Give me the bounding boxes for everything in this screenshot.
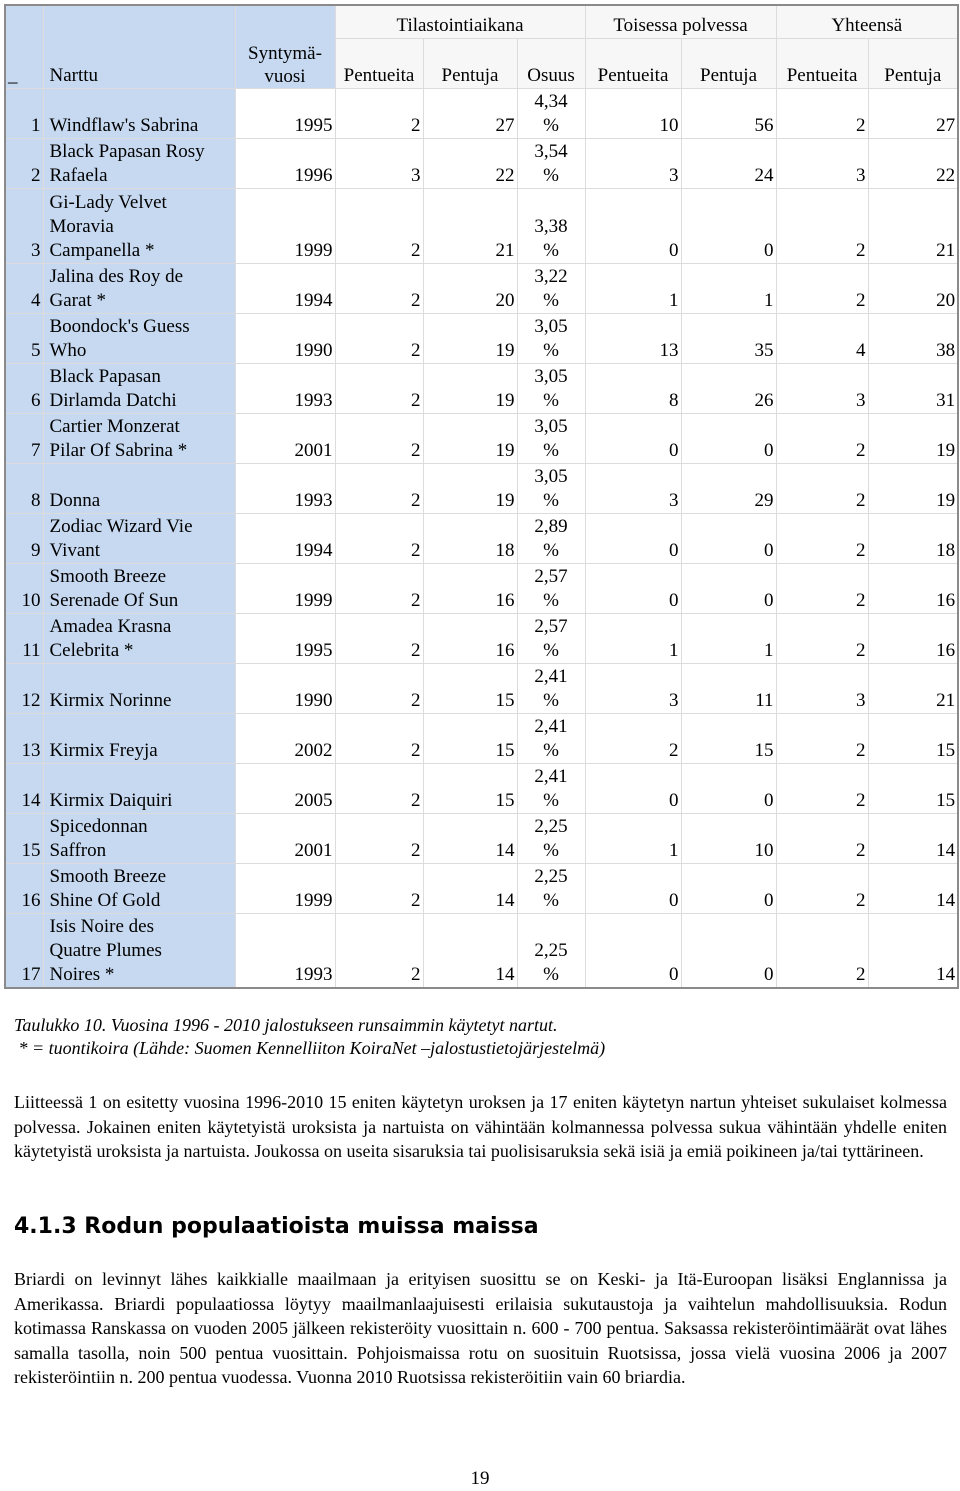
litters: 2: [335, 813, 423, 863]
birth-year: 2005: [235, 763, 335, 813]
total-puppies: 15: [868, 713, 958, 763]
second-gen-litters: 1: [585, 813, 681, 863]
share-value: 3,54: [534, 140, 568, 162]
second-gen-litters: 13: [585, 313, 681, 363]
share: [517, 913, 585, 988]
dog-name-line: Garat *: [49, 289, 106, 311]
total-litters: 2: [776, 188, 868, 263]
dog-name: [43, 138, 235, 188]
row-index: 8: [5, 463, 43, 513]
share-value: 2,25: [534, 865, 568, 887]
dog-name-line: Kirmix Daiquiri: [49, 789, 173, 811]
table-row: [5, 363, 958, 413]
litters: 2: [335, 913, 423, 988]
dog-name-line: Pilar Of Sabrina *: [49, 439, 188, 461]
share-value: 2,25: [534, 815, 568, 837]
total-litters: 2: [776, 713, 868, 763]
second-gen-litters: 0: [585, 863, 681, 913]
share-value: 2,41: [534, 765, 568, 787]
share-unit: %: [543, 689, 559, 711]
birth-year: 1994: [235, 263, 335, 313]
litters: 2: [335, 763, 423, 813]
table-row: [5, 263, 958, 313]
share-value: 2,41: [534, 715, 568, 737]
litters: 2: [335, 563, 423, 613]
litters: 2: [335, 663, 423, 713]
birth-year: 1999: [235, 863, 335, 913]
litters: 2: [335, 463, 423, 513]
second-gen-puppies: 29: [681, 463, 776, 513]
row-index: 7: [5, 413, 43, 463]
dog-name: [43, 763, 235, 813]
share-value: 3,22: [534, 265, 568, 287]
second-gen-puppies: 0: [681, 763, 776, 813]
second-gen-puppies: 0: [681, 513, 776, 563]
birth-year: 1993: [235, 463, 335, 513]
birth-year: 1995: [235, 613, 335, 663]
second-gen-puppies: 0: [681, 863, 776, 913]
header-yhteensa-pentueita: Pentueita: [776, 38, 868, 88]
share: [517, 413, 585, 463]
puppies: 19: [423, 413, 517, 463]
share: [517, 188, 585, 263]
dog-name: [43, 313, 235, 363]
page-number: 19: [470, 1468, 490, 1489]
dog-name-line: Kirmix Freyja: [49, 739, 158, 761]
share-value: 4,34: [534, 90, 568, 112]
total-litters: 2: [776, 763, 868, 813]
share-unit: %: [543, 339, 559, 361]
section-heading: 4.1.3 Rodun populaatioista muissa maissa: [14, 1214, 539, 1239]
total-puppies: 19: [868, 413, 958, 463]
dog-name: [43, 813, 235, 863]
total-litters: 2: [776, 613, 868, 663]
total-puppies: 14: [868, 813, 958, 863]
puppies: 14: [423, 813, 517, 863]
dog-name: [43, 413, 235, 463]
total-litters: 2: [776, 263, 868, 313]
second-gen-puppies: 1: [681, 613, 776, 663]
table-row: [5, 813, 958, 863]
puppies: 16: [423, 613, 517, 663]
share: [517, 763, 585, 813]
total-litters: 2: [776, 863, 868, 913]
share-value: 3,05: [534, 365, 568, 387]
header-yhteensa-pentuja: Pentuja: [868, 38, 958, 88]
litters: 2: [335, 413, 423, 463]
birth-year: 2001: [235, 813, 335, 863]
total-litters: 2: [776, 913, 868, 988]
litters: 2: [335, 363, 423, 413]
share-unit: %: [543, 889, 559, 911]
second-gen-litters: 0: [585, 413, 681, 463]
share-unit: %: [543, 289, 559, 311]
dog-name-line: Jalina des Roy de: [49, 265, 184, 287]
second-gen-puppies: 15: [681, 713, 776, 763]
row-index: 5: [5, 313, 43, 363]
dog-name-line: Shine Of Gold: [49, 889, 161, 911]
second-gen-puppies: 0: [681, 563, 776, 613]
second-gen-puppies: 11: [681, 663, 776, 713]
dog-name-line: Vivant: [49, 539, 101, 561]
share: [517, 563, 585, 613]
row-index: 15: [5, 813, 43, 863]
share: [517, 813, 585, 863]
dog-name: [43, 188, 235, 263]
share-unit: %: [543, 164, 559, 186]
birth-year: 1993: [235, 363, 335, 413]
dog-name: [43, 88, 235, 138]
table-row: [5, 863, 958, 913]
header-tilastointiaikana: Tilastointiaikana: [335, 5, 585, 38]
share: [517, 363, 585, 413]
dog-name: [43, 263, 235, 313]
header-yhteensa: Yhteensä: [776, 5, 958, 38]
birth-year: 1999: [235, 188, 335, 263]
puppies: 21: [423, 188, 517, 263]
table-row: [5, 913, 958, 988]
second-gen-litters: 10: [585, 88, 681, 138]
row-index: 1: [5, 88, 43, 138]
litters: 2: [335, 613, 423, 663]
table-row: [5, 188, 958, 263]
row-index: 16: [5, 863, 43, 913]
total-litters: 2: [776, 88, 868, 138]
total-litters: 2: [776, 563, 868, 613]
dog-name-line: Dirlamda Datchi: [49, 389, 177, 411]
table-row: [5, 313, 958, 363]
share: [517, 88, 585, 138]
litters: 2: [335, 313, 423, 363]
second-gen-puppies: 35: [681, 313, 776, 363]
dog-name-line: Isis Noire des: [49, 916, 154, 937]
share: [517, 313, 585, 363]
table-row: [5, 513, 958, 563]
row-index: 4: [5, 263, 43, 313]
puppies: 18: [423, 513, 517, 563]
total-puppies: 15: [868, 763, 958, 813]
row-index: 17: [5, 913, 43, 988]
row-index: 12: [5, 663, 43, 713]
paragraph-related-dogs: Liitteessä 1 on esitetty vuosina 1996-2010 15 eniten käytetyn uroksen ja 17 eniten käytetyn nartun yhteiset sukulaiset kolmessa polvessa. Jokainen eniten käytetyistä uroksista ja nartuista on vähintään kolmannessa polvessa sukua vähintään yhdelle eniten käytetyistä uroksista ja nartuista. Joukossa on useita sisaruksia tai puolisisaruksia sekä isiä ja emiä poikineen ja/tai tyttärineen.: [14, 1092, 947, 1161]
puppies: 16: [423, 563, 517, 613]
total-puppies: 20: [868, 263, 958, 313]
dog-name-line: Smooth Breeze: [49, 865, 167, 887]
total-puppies: 21: [868, 663, 958, 713]
share-unit: %: [543, 239, 559, 261]
second-gen-litters: 0: [585, 763, 681, 813]
share-unit: %: [543, 539, 559, 561]
puppies: 19: [423, 313, 517, 363]
dog-name-line: Cartier Monzerat: [49, 415, 180, 437]
paragraph-populations: Briardi on levinnyt lähes kaikkialle maailmaan ja erityisen suosittu se on Keski- ja Itä-Euroopan lisäksi Englannissa ja Amerikassa. Briardi populaatiossa löytyy maailmanlaajuisesti erilaisia sukutaustoja ja vaihtelun mahdollisuuksia. Rodun kotimassa Ranskassa on vuoden 2005 jälkeen rekisteröity vuosittain n. 600 - 700 pentua. Saksassa rekisteröintimäärät ovat lähes samalla tasolla, noin 500 pentua vuosittain. Pohjoismaissa rotu on suosituin Ruotsissa, jossa vielä vuosina 2006 ja 2007 rekisteröintiin n. 200 pentua vuodessa. Vuonna 2010 Ruotsissa rekisteröitiin vain 60 briardia.: [14, 1269, 947, 1387]
table-row: [5, 613, 958, 663]
dog-name: [43, 713, 235, 763]
total-puppies: 27: [868, 88, 958, 138]
second-gen-puppies: 0: [681, 188, 776, 263]
second-gen-puppies: 0: [681, 413, 776, 463]
total-puppies: 14: [868, 913, 958, 988]
second-gen-puppies: 26: [681, 363, 776, 413]
share-value: 3,05: [534, 315, 568, 337]
dog-name-line: Windflaw's Sabrina: [49, 114, 199, 136]
total-litters: 4: [776, 313, 868, 363]
table-row: [5, 88, 958, 138]
share-value: 3,38: [534, 215, 568, 237]
share-value: 3,05: [534, 465, 568, 487]
table-body: [5, 88, 958, 988]
puppies: 15: [423, 663, 517, 713]
dog-name-line: Zodiac Wizard Vie: [49, 515, 193, 537]
header-toisessa-pentuja: Pentuja: [681, 38, 776, 88]
dog-name-line: Quatre Plumes: [49, 940, 162, 961]
birth-year: 1990: [235, 663, 335, 713]
breeding-table-container: [4, 4, 957, 987]
second-gen-litters: 0: [585, 563, 681, 613]
dog-name-line: Black Papasan: [49, 365, 161, 387]
share-value: 3,05: [534, 415, 568, 437]
share-value: 2,89: [534, 515, 568, 537]
dog-name-line: Celebrita *: [49, 639, 134, 661]
table-row: [5, 663, 958, 713]
second-gen-litters: 0: [585, 188, 681, 263]
dog-name-line: Boondock's Guess: [49, 315, 190, 337]
total-litters: 3: [776, 663, 868, 713]
second-gen-litters: 1: [585, 263, 681, 313]
table-caption: [14, 1014, 944, 1060]
share: [517, 463, 585, 513]
dog-name: [43, 563, 235, 613]
second-gen-puppies: 10: [681, 813, 776, 863]
puppies: 15: [423, 763, 517, 813]
dog-name-line: Serenade Of Sun: [49, 589, 179, 611]
share-unit: %: [543, 839, 559, 861]
total-litters: 2: [776, 463, 868, 513]
birth-year: 1996: [235, 138, 335, 188]
second-gen-litters: 3: [585, 663, 681, 713]
header-syntymavuosi: [235, 5, 335, 88]
total-puppies: 16: [868, 563, 958, 613]
puppies: 19: [423, 463, 517, 513]
share: [517, 263, 585, 313]
total-puppies: 31: [868, 363, 958, 413]
share-value: 2,57: [534, 615, 568, 637]
litters: 3: [335, 138, 423, 188]
total-litters: 3: [776, 138, 868, 188]
dog-name: [43, 363, 235, 413]
total-puppies: 18: [868, 513, 958, 563]
share-value: 2,57: [534, 565, 568, 587]
share-unit: %: [543, 964, 559, 985]
table-row: [5, 563, 958, 613]
header-group-row: [5, 5, 958, 38]
second-gen-puppies: 0: [681, 913, 776, 988]
second-gen-litters: 0: [585, 913, 681, 988]
table-row: [5, 763, 958, 813]
share-unit: %: [543, 389, 559, 411]
table-row: [5, 138, 958, 188]
puppies: 27: [423, 88, 517, 138]
share: [517, 663, 585, 713]
total-puppies: 16: [868, 613, 958, 663]
header-toisessa-pentueita: Pentueita: [585, 38, 681, 88]
litters: 2: [335, 713, 423, 763]
share-unit: %: [543, 114, 559, 136]
row-index: 10: [5, 563, 43, 613]
puppies: 14: [423, 913, 517, 988]
dog-name: [43, 663, 235, 713]
header-syntyma-line2: vuosi: [264, 65, 306, 87]
birth-year: 1994: [235, 513, 335, 563]
birth-year: 1999: [235, 563, 335, 613]
caption-line-2: * = tuontikoira (Lähde: Suomen Kennelliiton KoiraNet –jalostustietojärjestelmä): [14, 1038, 606, 1058]
share-unit: %: [543, 739, 559, 761]
dog-name-line: Campanella *: [49, 239, 155, 261]
total-litters: 2: [776, 813, 868, 863]
second-gen-litters: 1: [585, 613, 681, 663]
share: [517, 138, 585, 188]
share-value: 2,25: [534, 940, 568, 961]
second-gen-puppies: 24: [681, 138, 776, 188]
puppies: 20: [423, 263, 517, 313]
birth-year: 1993: [235, 913, 335, 988]
share-unit: %: [543, 439, 559, 461]
total-puppies: 14: [868, 863, 958, 913]
total-puppies: 38: [868, 313, 958, 363]
dog-name-line: Gi-Lady Velvet: [49, 191, 167, 213]
row-index: 3: [5, 188, 43, 263]
dog-name-line: Kirmix Norinne: [49, 689, 172, 711]
total-litters: 3: [776, 363, 868, 413]
header-toisessa-polvessa: Toisessa polvessa: [585, 5, 776, 38]
share-unit: %: [543, 489, 559, 511]
header-index: _: [5, 5, 43, 88]
puppies: 22: [423, 138, 517, 188]
dog-name-line: Smooth Breeze: [49, 565, 167, 587]
table-row: [5, 413, 958, 463]
litters: 2: [335, 513, 423, 563]
row-index: 11: [5, 613, 43, 663]
second-gen-puppies: 56: [681, 88, 776, 138]
row-index: 6: [5, 363, 43, 413]
header-osuus: Osuus: [517, 38, 585, 88]
puppies: 19: [423, 363, 517, 413]
share-unit: %: [543, 589, 559, 611]
dog-name-line: Rafaela: [49, 164, 108, 186]
total-puppies: 19: [868, 463, 958, 513]
breeding-table: [4, 4, 959, 989]
caption-line-1: Taulukko 10. Vuosina 1996 - 2010 jalostukseen runsaimmin käytetyt nartut.: [14, 1015, 558, 1035]
header-narttu: Narttu: [43, 5, 235, 88]
total-puppies: 21: [868, 188, 958, 263]
share-unit: %: [543, 639, 559, 661]
dog-name: [43, 913, 235, 988]
share: [517, 513, 585, 563]
share-unit: %: [543, 789, 559, 811]
share-value: 2,41: [534, 665, 568, 687]
second-gen-litters: 8: [585, 363, 681, 413]
dog-name-line: Moravia: [49, 215, 114, 237]
dog-name: [43, 463, 235, 513]
header-pentueita: Pentueita: [335, 38, 423, 88]
birth-year: 1995: [235, 88, 335, 138]
share: [517, 713, 585, 763]
row-index: 13: [5, 713, 43, 763]
dog-name-line: Noires *: [49, 964, 115, 985]
total-puppies: 22: [868, 138, 958, 188]
second-gen-puppies: 1: [681, 263, 776, 313]
birth-year: 2001: [235, 413, 335, 463]
birth-year: 2002: [235, 713, 335, 763]
dog-name-line: Spicedonnan: [49, 815, 148, 837]
table-row: [5, 713, 958, 763]
litters: 2: [335, 263, 423, 313]
second-gen-litters: 3: [585, 138, 681, 188]
litters: 2: [335, 863, 423, 913]
total-litters: 2: [776, 413, 868, 463]
header-pentuja: Pentuja: [423, 38, 517, 88]
litters: 2: [335, 188, 423, 263]
row-index: 14: [5, 763, 43, 813]
header-syntyma-line1: Syntymä-: [248, 42, 322, 64]
dog-name-line: Donna: [49, 489, 101, 511]
share: [517, 613, 585, 663]
puppies: 14: [423, 863, 517, 913]
second-gen-litters: 0: [585, 513, 681, 563]
share: [517, 863, 585, 913]
dog-name-line: Amadea Krasna: [49, 615, 172, 637]
dog-name-line: Saffron: [49, 839, 107, 861]
table-row: [5, 463, 958, 513]
second-gen-litters: 3: [585, 463, 681, 513]
dog-name-line: Who: [49, 339, 87, 361]
dog-name: [43, 613, 235, 663]
birth-year: 1990: [235, 313, 335, 363]
second-gen-litters: 2: [585, 713, 681, 763]
row-index: 2: [5, 138, 43, 188]
litters: 2: [335, 88, 423, 138]
dog-name-line: Black Papasan Rosy: [49, 140, 205, 162]
puppies: 15: [423, 713, 517, 763]
row-index: 9: [5, 513, 43, 563]
total-litters: 2: [776, 513, 868, 563]
dog-name: [43, 513, 235, 563]
dog-name: [43, 863, 235, 913]
